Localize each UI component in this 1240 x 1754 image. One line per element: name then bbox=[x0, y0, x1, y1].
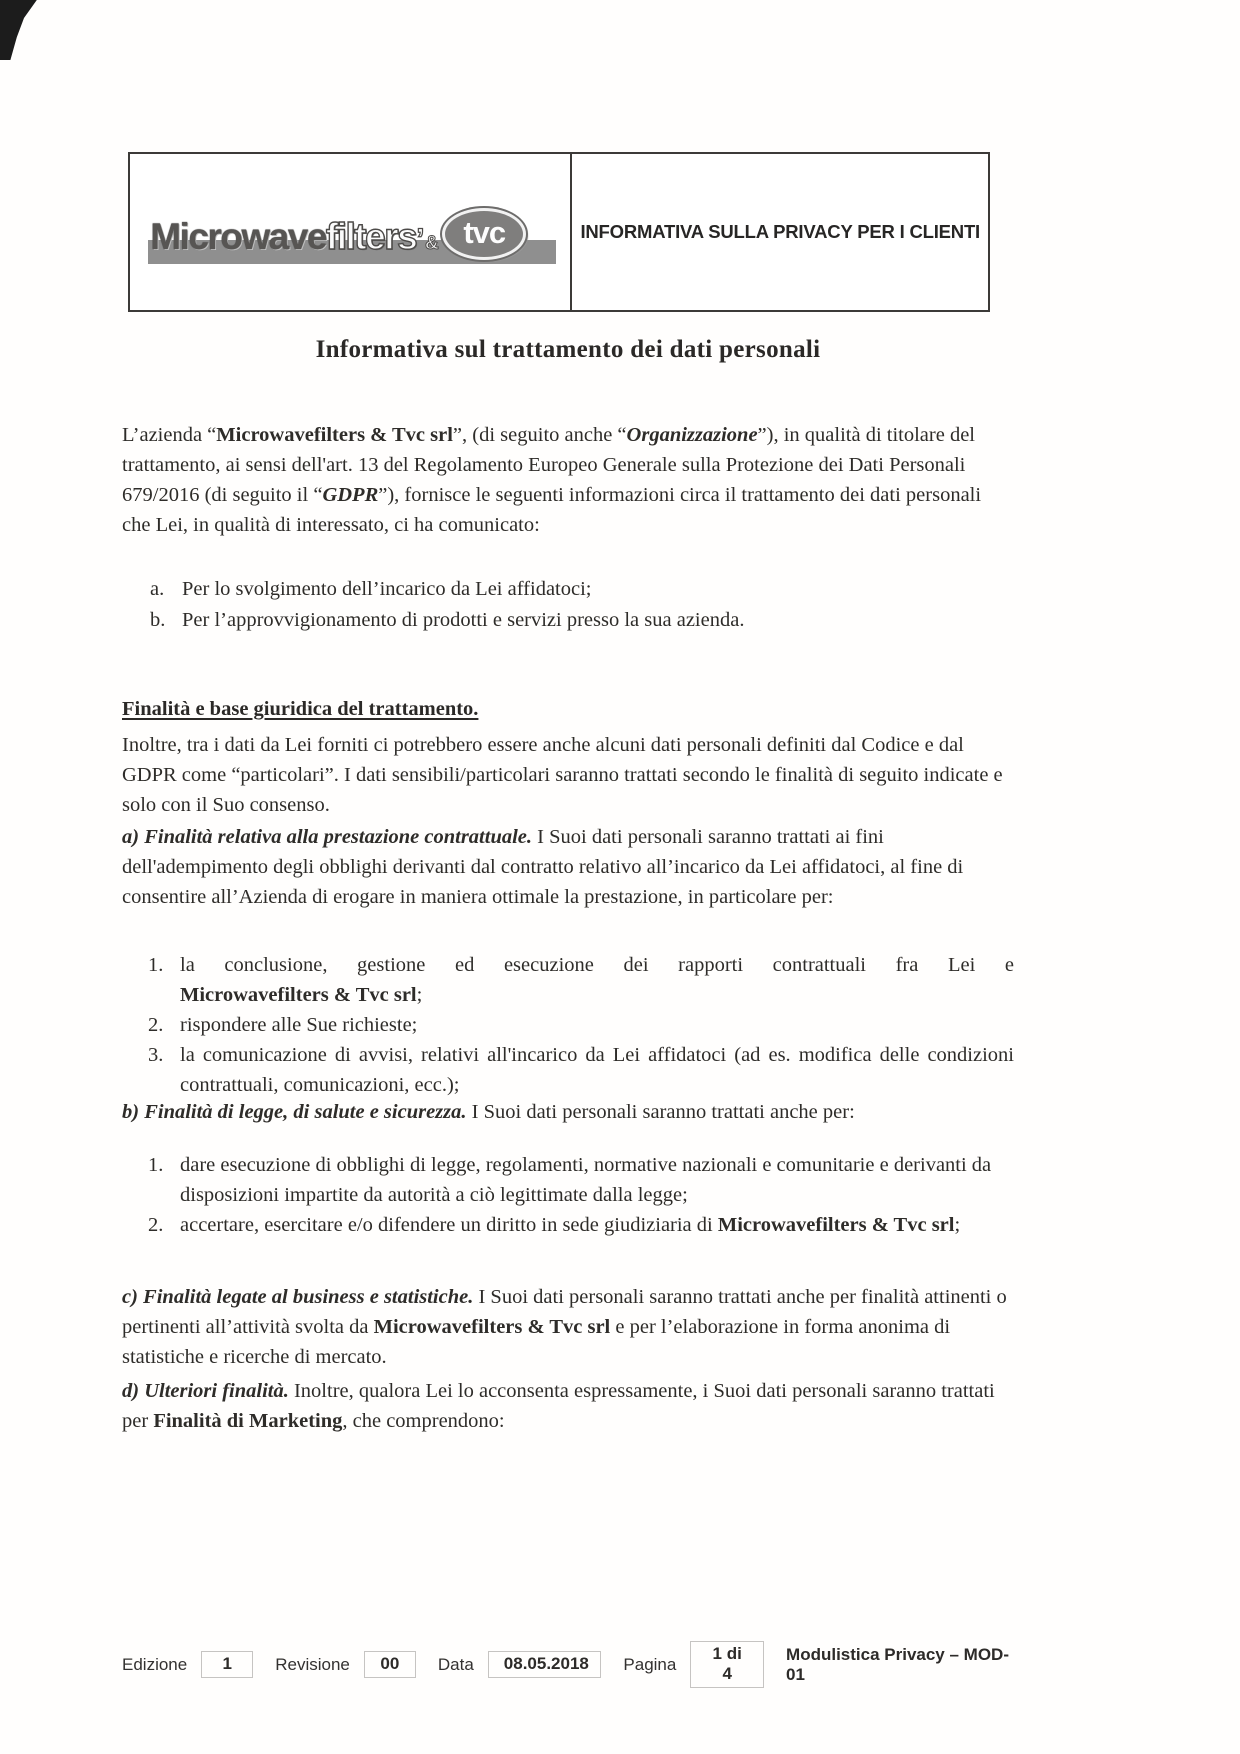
logo-text bbox=[150, 208, 526, 260]
header-title-cell bbox=[572, 154, 988, 310]
list-item-2 bbox=[122, 1210, 1014, 1240]
text-segment: e per l’elaborazione in forma anonima di statistiche e ricerche di mercato. bbox=[122, 1316, 951, 1368]
company-name: Microwavefilters & Tvc srl bbox=[180, 984, 417, 1006]
scan-artifact-corner bbox=[0, 0, 40, 60]
list-marker: 2. bbox=[148, 1214, 164, 1236]
list-item-text bbox=[180, 950, 1014, 1010]
intro-paragraph bbox=[122, 420, 1014, 540]
paragraph-lead: d) Ulteriori finalità. bbox=[122, 1380, 289, 1402]
text-segment: ”), fornisce le seguenti informazioni circa il trattamento dei dati personali che Lei, in qualità di interessato, ci ha comunicato: bbox=[122, 484, 982, 536]
document-header-title: INFORMATIVA SULLA PRIVACY PER I CLIENTI bbox=[580, 221, 980, 242]
term-gdpr: GDPR bbox=[322, 484, 379, 506]
footer-value-revisione: 00 bbox=[364, 1651, 416, 1678]
list-item-text: Per lo svolgimento dell’incarico da Lei affidatoci; bbox=[182, 578, 592, 600]
list-marker: 1. bbox=[148, 954, 164, 976]
text-segment: ; bbox=[954, 1214, 961, 1236]
text-segment: I Suoi dati personali saranno trattati anche per finalità attinenti o pertinenti all’attività svolta da bbox=[122, 1286, 1007, 1338]
header-box bbox=[128, 152, 990, 312]
footer-value-edizione: 1 bbox=[201, 1651, 253, 1678]
list-marker: a. bbox=[150, 578, 165, 600]
paragraph-finalita-b bbox=[122, 1097, 1014, 1127]
text-segment: ”, (di seguito anche “ bbox=[452, 424, 627, 446]
text-segment: I Suoi dati personali saranno trattati anche per: bbox=[466, 1101, 855, 1123]
list-item-1 bbox=[122, 1150, 1014, 1210]
footer-value-pagina: 1 di 4 bbox=[690, 1641, 764, 1688]
company-name: Microwavefilters & Tvc srl bbox=[216, 424, 453, 446]
logo-word-filters: filters bbox=[325, 216, 417, 257]
purpose-letter-list bbox=[122, 574, 1014, 636]
list-item-b bbox=[122, 605, 1014, 636]
footer-value-data: 08.05.2018 bbox=[488, 1651, 602, 1678]
list-item-a bbox=[122, 574, 1014, 605]
page-title: Informativa sul trattamento dei dati personali bbox=[315, 336, 821, 363]
text-segment: ; bbox=[416, 984, 423, 1006]
text-segment: la conclusione, gestione ed esecuzione dei rapporti contrattuali fra Lei e bbox=[180, 954, 1014, 976]
term-finalita-marketing: Finalità di Marketing bbox=[153, 1410, 343, 1432]
list-item-text: dare esecuzione di obblighi di legge, regolamenti, normative nazionali e comunitarie e derivanti da disposizioni impartite da autorità a ciò legittimate dalla legge; bbox=[180, 1154, 992, 1206]
text-segment: , che comprendono: bbox=[342, 1410, 505, 1432]
text-segment: accertare, esercitare e/o difendere un diritto in sede giudiziaria di bbox=[180, 1214, 718, 1236]
section-heading-finalita bbox=[122, 698, 1014, 721]
list-item-text: Per l’approvvigionamento di prodotti e servizi presso la sua azienda. bbox=[182, 609, 745, 631]
text-segment: Inoltre, qualora Lei lo acconsenta espressamente, i Suoi dati personali saranno trattati per bbox=[122, 1380, 995, 1432]
text-segment: I Suoi dati personali saranno trattati ai fini dell'adempimento degli obblighi derivanti dal contratto relativo all’incarico da Lei affidatoci, al fine di consentire all’Azienda di erogare in maniera ottimale la prestazione, in particolare per: bbox=[122, 826, 964, 908]
company-name: Microwavefilters & Tvc srl bbox=[717, 1214, 955, 1236]
logo-cell bbox=[130, 154, 572, 310]
list-marker: 1. bbox=[148, 1154, 164, 1176]
paragraph-ulteriori-finalita bbox=[122, 1376, 1014, 1436]
footer-label-revisione: Revisione bbox=[275, 1654, 350, 1674]
term-organizzazione: Organizzazione bbox=[626, 424, 758, 446]
text-segment: ”), in qualità di titolare del trattamento, ai sensi dell'art. 13 del Regolamento Europeo Generale sulla Protezione dei Dati Personali 679/2016 (di seguito il “ bbox=[122, 424, 975, 506]
numbered-list-a bbox=[122, 950, 1014, 1100]
tvc-badge: tvc bbox=[442, 208, 526, 260]
footer-label-data: Data bbox=[437, 1654, 474, 1674]
numbered-list-b bbox=[122, 1150, 1014, 1240]
list-item-2 bbox=[122, 1010, 1014, 1040]
paragraph-lead: b) Finalità di legge, di salute e sicurezza. bbox=[122, 1101, 467, 1123]
paragraph-inoltre: Inoltre, tra i dati da Lei forniti ci potrebbero essere anche alcuni dati personali definiti dal Codice e dal GDPR come “particolari”. I dati sensibili/particolari saranno trattati secondo le finalità di seguito indicate e solo con il Suo consenso. bbox=[122, 734, 1003, 816]
logo-word-microwave: Microwave bbox=[150, 216, 326, 257]
paragraph-lead: c) Finalità legate al business e statistiche. bbox=[122, 1286, 474, 1308]
list-marker: b. bbox=[150, 609, 166, 631]
list-item-text: rispondere alle Sue richieste; bbox=[180, 1014, 418, 1036]
paragraph-lead: a) Finalità relativa alla prestazione contrattuale. bbox=[122, 826, 533, 848]
footer-document-code: Modulistica Privacy – MOD-01 bbox=[786, 1644, 1009, 1684]
list-item-text: la comunicazione di avvisi, relativi all'incarico da Lei affidatoci (ad es. modifica delle condizioni contrattuali, comunicazioni, ecc.); bbox=[180, 1044, 1014, 1096]
company-name: Microwavefilters & Tvc srl bbox=[373, 1316, 611, 1338]
list-item-1 bbox=[122, 950, 1014, 1010]
list-marker: 2. bbox=[148, 1014, 164, 1036]
paragraph-finalita-c bbox=[122, 1282, 1014, 1372]
document-footer bbox=[122, 1641, 1018, 1688]
text-segment: L’azienda “ bbox=[122, 424, 217, 446]
logo-ampersand: & bbox=[425, 233, 438, 254]
paragraph-finalita-a bbox=[122, 822, 1014, 912]
list-marker: 3. bbox=[148, 1044, 164, 1066]
section-heading-text: Finalità e base giuridica del trattamento. bbox=[122, 698, 479, 720]
footer-label-pagina: Pagina bbox=[623, 1654, 677, 1674]
logo-apostrophe: ’ bbox=[416, 223, 424, 256]
list-item-text bbox=[180, 1210, 1014, 1240]
list-item-3 bbox=[122, 1040, 1014, 1100]
footer-label-edizione: Edizione bbox=[122, 1654, 188, 1674]
company-logo bbox=[146, 196, 554, 268]
